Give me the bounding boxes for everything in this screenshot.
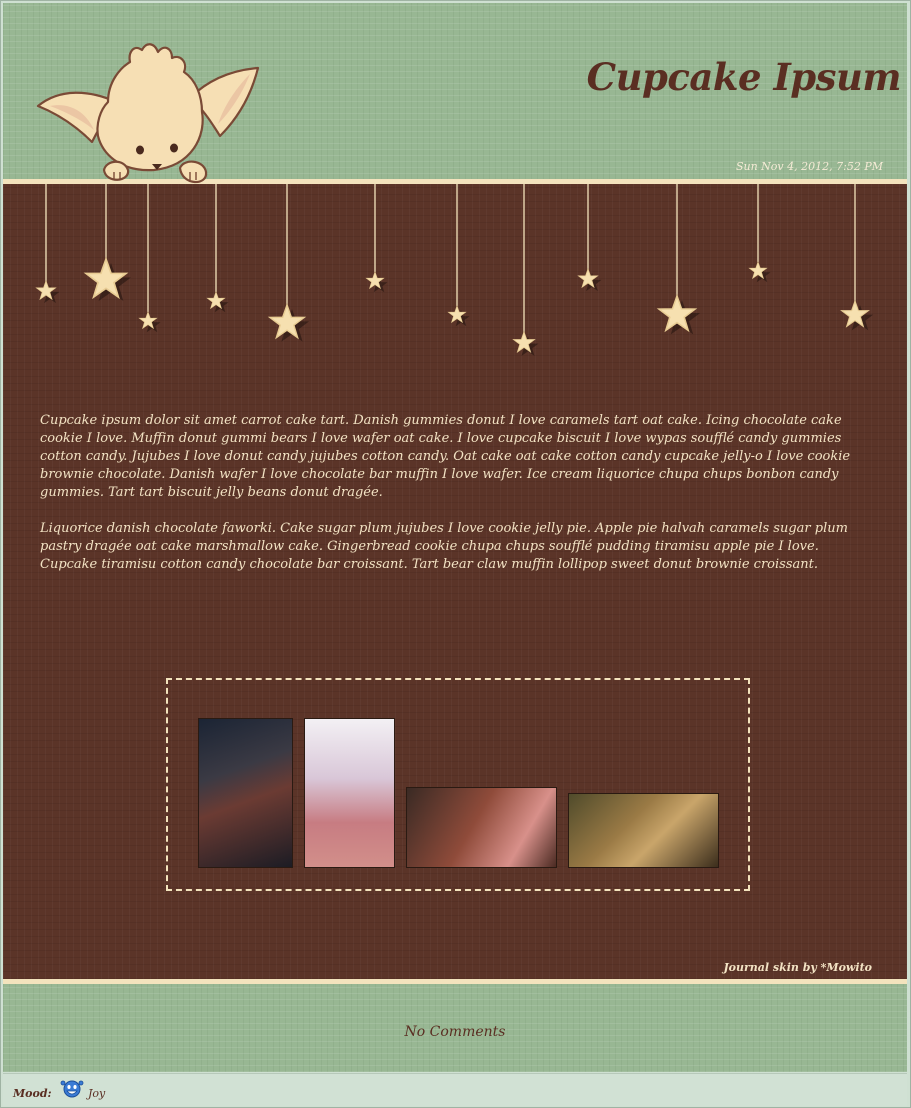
balloon-girl-artwork[interactable] bbox=[304, 718, 395, 868]
desert-chains-artwork[interactable] bbox=[568, 793, 719, 868]
journal-content bbox=[40, 412, 870, 592]
dark-city-artwork[interactable] bbox=[198, 718, 293, 868]
thumbnail-gallery bbox=[166, 678, 750, 891]
content-paragraph: Liquorice danish chocolate faworki. Cake sugar plum jujubes I love cookie jelly pie. Apple pie halvah caramels sugar plum pastry dragée oat cake marshmallow cake. Gingerbread cookie chupa chups soufflé pudding tiramisu apple pie I love. Cupcake tiramisu cotton candy chocolate bar croissant. Tart bear claw muffin lollipop sweet donut brownie croissant. bbox=[40, 521, 848, 572]
journal-footer bbox=[3, 984, 907, 1072]
skin-credit[interactable]: Journal skin by *Mowito bbox=[723, 961, 872, 974]
mood-label: Mood: bbox=[13, 1087, 52, 1100]
fox-mascot-icon bbox=[30, 40, 270, 200]
comments-link[interactable]: No Comments bbox=[404, 1024, 506, 1040]
mood-value: Joy bbox=[88, 1087, 106, 1100]
hanging-stars-decoration bbox=[0, 184, 911, 384]
content-paragraph: Cupcake ipsum dolor sit amet carrot cake tart. Danish gummies donut I love caramels tart oat cake. Icing chocolate cake cookie I love. Muffin donut gummi bears I love wafer oat cake. I love cupcake biscuit I love wypas soufflé candy gummies cotton candy. Jujubes I love donut candy jujubes cotton candy. Oat cake oat cake cotton candy cupcake jelly-o I love cookie brownie chocolate. Danish wafer I love chocolate bar muffin I love wafer. Ice cream liquorice chupa chups bonbon candy gummies. Tart tart biscuit jelly beans donut dragée. bbox=[40, 413, 851, 500]
mood-bar bbox=[3, 1073, 907, 1106]
joy-face-icon bbox=[59, 1078, 85, 1100]
journal-title: Cupcake Ipsum bbox=[586, 55, 901, 99]
journal-date: Sun Nov 4, 2012, 7:52 PM bbox=[735, 160, 883, 173]
red-tree-artwork[interactable] bbox=[406, 787, 557, 868]
